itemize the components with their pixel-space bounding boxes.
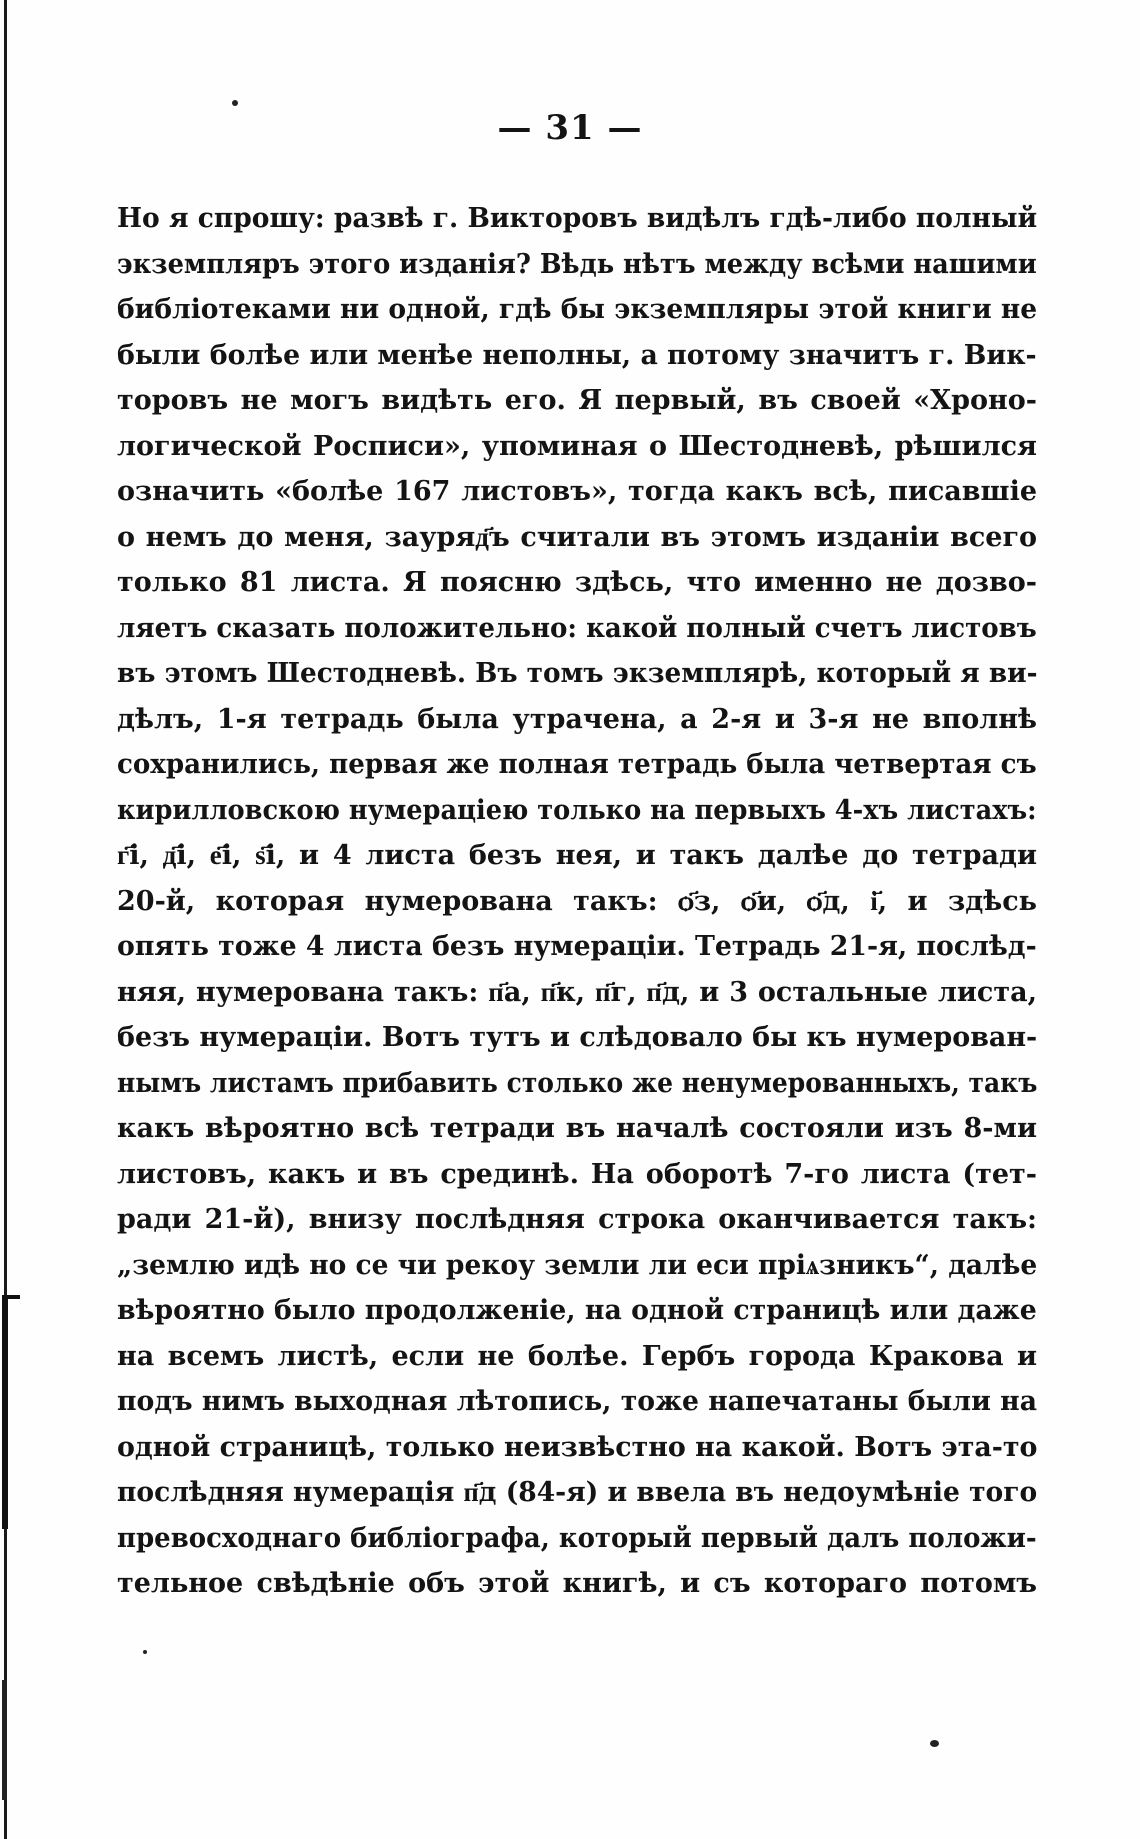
text-line: Но я спрошу: развѣ г. Викторовъ видѣлъ гдѣ-либо полный bbox=[117, 203, 1038, 234]
text-line: безъ нумераціи. Вотъ тутъ и слѣдовало бы къ нумерован- bbox=[117, 1022, 1038, 1053]
text-line: нымъ листамъ прибавить столько же ненумерованныхъ, такъ bbox=[117, 1067, 1038, 1099]
page-edge-line bbox=[4, 0, 7, 1839]
text-line: о немъ до меня, зауряд҃ъ считали въ этомъ изданіи всего bbox=[117, 521, 1037, 553]
page-edge-mark-lower bbox=[2, 1680, 15, 1800]
text-line: г҃і, д҃і, е҃і, ѕ҃і, и 4 листа безъ нея, и такъ далѣе до тетради bbox=[117, 840, 1037, 871]
text-line: въ этомъ Шестодневѣ. Въ томъ экземплярѣ, который я ви- bbox=[117, 658, 1038, 689]
text-line: ляетъ сказать положительно: какой полный счетъ листовъ bbox=[117, 612, 1037, 644]
text-line: были болѣе или менѣе неполны, а потому значитъ г. Вик- bbox=[117, 339, 1037, 371]
text-line: послѣдняя нумерація п҃д (84-я) и ввела въ недоумѣніе того bbox=[117, 1477, 1038, 1508]
page-number: — 31 — bbox=[497, 108, 643, 148]
text-line: вѣроятно было продолженіе, на одной страницѣ или даже bbox=[117, 1295, 1037, 1326]
text-line: сохранились, первая же полная тетрадь была четвертая съ bbox=[117, 749, 1037, 780]
text-line: кирилловскою нумераціею только на первыхъ 4-хъ листахъ: bbox=[117, 794, 1037, 826]
text-line: ради 21-й), внизу послѣдняя строка оканчивается такъ: bbox=[117, 1204, 1037, 1235]
text-line: торовъ не могъ видѣть его. Я первый, въ своей «Хроно- bbox=[117, 385, 1037, 416]
ink-speck bbox=[143, 1650, 147, 1654]
ink-speck bbox=[930, 1740, 939, 1747]
text-line: листовъ, какъ и въ срединѣ. На оборотѣ 7-го листа (тет- bbox=[117, 1158, 1037, 1190]
body-text bbox=[117, 196, 1037, 1607]
text-line: экземпляръ этого изданія? Вѣдь нѣтъ между всѣми нашими bbox=[117, 248, 1037, 280]
text-line: „землю идѣ но се чи рекоу земли ли еси пріѧзникъ“, далѣе bbox=[117, 1249, 1038, 1281]
text-line: на всемъ листѣ, если не болѣе. Гербъ города Кракова и bbox=[117, 1340, 1037, 1372]
text-line: одной страницѣ, только неизвѣстно на какой. Вотъ эта-то bbox=[117, 1431, 1038, 1463]
text-line: 20-й, которая нумерована такъ: ѻ҃з, ѻ҃и, ѻ҃д, і҃, и здѣсь bbox=[117, 885, 1037, 917]
ink-speck bbox=[232, 100, 238, 106]
page-edge-mark bbox=[2, 1295, 20, 1529]
text-line: опять тоже 4 листа безъ нумераціи. Тетрадь 21-я, послѣд- bbox=[117, 931, 1037, 962]
text-line: превосходнаго библіографа, который первый далъ положи- bbox=[117, 1522, 1037, 1554]
text-line: дѣлъ, 1-я тетрадь была утрачена, а 2-я и 3-я не вполнѣ bbox=[117, 703, 1037, 735]
text-line: библіотеками ни одной, гдѣ бы экземпляры этой книги не bbox=[117, 294, 1038, 325]
text-line: только 81 листа. Я поясню здѣсь, что именно не дозво- bbox=[117, 567, 1037, 598]
text-line: подъ нимъ выходная лѣтопись, тоже напечатаны были на bbox=[117, 1386, 1037, 1417]
text-line: логической Росписи», упоминая о Шестодневѣ, рѣшился bbox=[117, 430, 1037, 462]
text-line: означить «болѣе 167 листовъ», тогда какъ всѣ, писавшіе bbox=[117, 476, 1037, 507]
text-line: няя, нумерована такъ: п҃а, п҃к, п҃г, п҃д, и 3 остальные листа, bbox=[117, 976, 1037, 1008]
text-line: тельное свѣдѣніе объ этой книгѣ, и съ котораго потомъ bbox=[117, 1568, 1037, 1599]
text-line: какъ вѣроятно всѣ тетради въ началѣ состояли изъ 8-ми bbox=[117, 1113, 1037, 1144]
